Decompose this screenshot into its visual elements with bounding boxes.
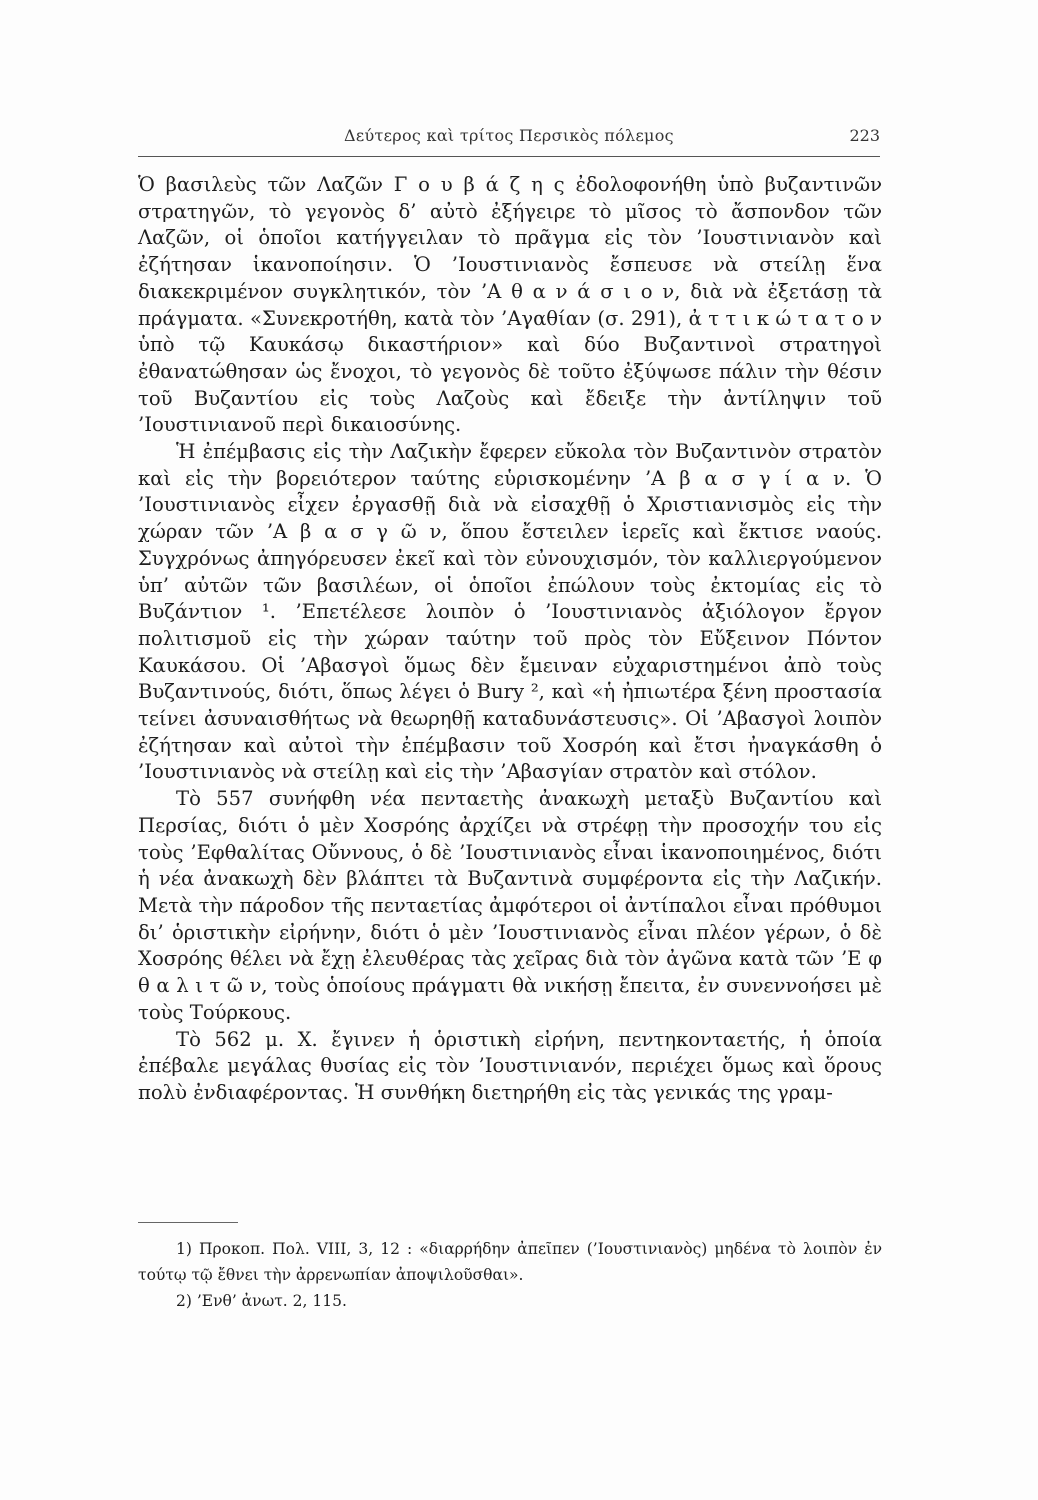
body-text — [138, 172, 882, 1107]
paragraph-4: Τὸ 562 μ. Χ. ἔγινεν ἡ ὁριστικὴ εἰρήνη, πεντηκονταετής, ἡ ὁποία ἐπέβαλε μεγάλας θυσίας εἰς τὸν ’Ιουστινιανόν, περιέχει ὅμως καὶ ὅρους πολὺ ἐνδιαφέροντας. Ἡ συνθήκη διετηρήθη εἰς τὰς γενικάς της γραμ- — [138, 1027, 882, 1104]
footnote-2: 2) ’Ενθ’ ἀνωτ. 2, 115. — [176, 1292, 347, 1310]
footnote-1: 1) Προκοπ. Πολ. VIII, 3, 12 : «διαρρήδην ἀπεῖπεν (’Ιουστινιανὸς) μηδένα τὸ λοιπὸν ἐν τούτῳ τῷ ἔθνει τὴν ἀρρενωπίαν ἀποψιλοῦσθαι». — [138, 1240, 882, 1284]
running-head — [138, 126, 880, 150]
paragraph-1: Ὁ βασιλεὺς τῶν Λαζῶν Γ ο υ β ά ζ η ς ἐδολοφονήθη ὑπὸ βυζαντινῶν στρατηγῶν, τὸ γεγονὸς δ’ αὐτὸ ἐξήγειρε τὸ μῖσος τὸ ἄσπονδον τῶν Λαζῶν, οἱ ὁποῖοι κατήγγειλαν τὸ πρᾶγμα εἰς τὸν ’Ιουστινιανὸν καὶ ἐζήτησαν ἱκανοποίησιν. Ὁ ’Ιουστινιανὸς ἔσπευσε νὰ στείλῃ ἕνα διακεκριμένον συγκλητικόν, τὸν ’Α θ α ν ά σ ι ο ν, διὰ νὰ ἐξετάσῃ τὰ πράγματα. «Συνεκροτήθη, κατὰ τὸν ’Αγαθίαν (σ. 291), ἀ τ τ ι κ ώ τ α τ ο ν ὑπὸ τῷ Καυκάσῳ δικαστήριον» καὶ δύο Βυζαντινοὶ στρατηγοὶ ἐθανατώθησαν ὡς ἔνοχοι, τὸ γεγονὸς δὲ τοῦτο ἐξύψωσε πάλιν τὴν θέσιν τοῦ Βυζαντίου εἰς τοὺς Λαζοὺς καὶ ἔδειξε τὴν ἀντίληψιν τοῦ ’Ιουστινιανοῦ περὶ δικαιοσύνης. — [138, 173, 882, 437]
running-title: Δεύτερος καὶ τρίτος Περσικὸς πόλεμος — [344, 126, 674, 145]
footnotes — [138, 1236, 882, 1314]
paragraph-3: Τὸ 557 συνήφθη νέα πενταετὴς ἀνακωχὴ μεταξὺ Βυζαντίου καὶ Περσίας, διότι ὁ μὲν Χοσρόης ἀρχίζει νὰ στρέφῃ τὴν προσοχήν του εἰς τοὺς ’Εφθαλίτας Οὔννους, ὁ δὲ ’Ιουστινιανὸς εἶναι ἱκανοποιημένος, διότι ἡ νέα ἀνακωχὴ δὲν βλάπτει τὰ Βυζαντινὰ συμφέροντα εἰς τὴν Λαζικήν. Μετὰ τὴν πάροδον τῆς πενταετίας ἀμφότεροι οἱ ἀντίπαλοι εἶναι πρόθυμοι δι’ ὁριστικὴν εἰρήνην, διότι ὁ μὲν ’Ιουστινιανὸς εἶναι πλέον γέρων, ὁ δὲ Χοσρόης θέλει νὰ ἔχῃ ἐλευθέρας τὰς χεῖρας διὰ τὸν ἀγῶνα κατὰ τῶν ’Ε φ θ α λ ι τ ῶ ν, τοὺς ὁποίους πράγματι θὰ νικήσῃ ἔπειτα, ἐν συνεννοήσει μὲ τοὺς Τούρκους. — [138, 787, 882, 1024]
footnote-rule — [138, 1222, 238, 1223]
page-number: 223 — [849, 126, 880, 145]
header-rule — [138, 156, 880, 157]
paragraph-2: Ἡ ἐπέμβασις εἰς τὴν Λαζικὴν ἔφερεν εὔκολα τὸν Βυζαντινὸν στρατὸν καὶ εἰς τὴν βορειότερον ταύτης εὑρισκομένην ’Α β α σ γ ί α ν. Ὁ ’Ιουστινιανὸς εἶχεν ἐργασθῇ διὰ νὰ εἰσαχθῇ ὁ Χριστιανισμὸς εἰς τὴν χώραν τῶν ’Α β α σ γ ῶ ν, ὅπου ἔστειλεν ἱερεῖς καὶ ἔκτισε ναούς. Συγχρόνως ἀπηγόρευσεν ἐκεῖ καὶ τὸν εὐνουχισμόν, τὸν καλλιεργούμενον ὑπ’ αὐτῶν τῶν βασιλέων, οἱ ὁποῖοι ἐπώλουν τοὺς ἐκτομίας εἰς τὸ Βυζάντιον ¹. ’Επετέλεσε λοιπὸν ὁ ’Ιουστινιανὸς ἀξιόλογον ἔργον πολιτισμοῦ εἰς τὴν χώραν ταύτην τοῦ πρὸς τὸν Εὔξεινον Πόντον Καυκάσου. Οἱ ’Αβασγοὶ ὅμως δὲν ἔμειναν εὐχαριστημένοι ἀπὸ τοὺς Βυζαντινούς, διότι, ὅπως λέγει ὁ Bury ², καὶ «ἡ ἠπιωτέρα ξένη προστασία τείνει ἀσυναισθήτως νὰ θεωρηθῇ καταδυνάστευσις». Οἱ ’Αβασγοὶ λοιπὸν ἐζήτησαν καὶ αὐτοὶ τὴν ἐπέμβασιν τοῦ Χοσρόη καὶ ἔτσι ἠναγκάσθη ὁ ’Ιουστινιανὸς νὰ στείλῃ καὶ εἰς τὴν ’Αβασγίαν στρατὸν καὶ στόλον. — [138, 440, 882, 784]
